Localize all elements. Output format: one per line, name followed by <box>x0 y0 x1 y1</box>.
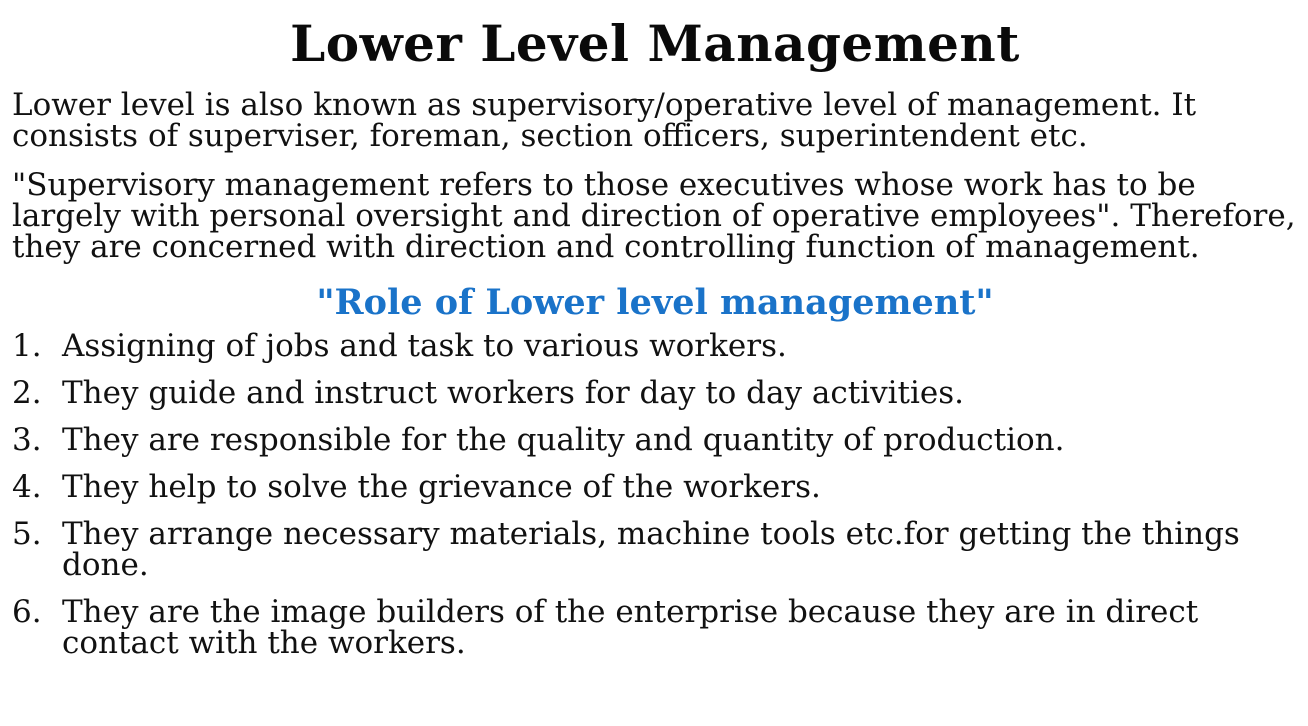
list-number: 1. <box>12 328 42 364</box>
list-item <box>12 469 1298 505</box>
list-text: They are responsible for the quality and quantity of production. <box>62 422 1065 458</box>
list-text: They guide and instruct workers for day to day activities. <box>62 375 964 411</box>
section-subtitle: "Role of Lower level management" <box>316 282 994 323</box>
list-text: They are the image builders of the enterprise because they are in direct contact with the workers. <box>62 594 1199 661</box>
definition-paragraph: "Supervisory management refers to those executives whose work has to be largely with personal oversight and direction of operative employees". Therefore, they are concerned with direction and controlling function of management. <box>12 167 1296 265</box>
list-number: 5. <box>12 516 42 552</box>
list-number: 4. <box>12 469 42 505</box>
list-item <box>12 516 1298 583</box>
page-title: Lower Level Management <box>290 14 1020 73</box>
list-text: They arrange necessary materials, machine tools etc.for getting the things done. <box>62 516 1240 583</box>
list-number: 6. <box>12 594 42 630</box>
list-item <box>12 422 1298 458</box>
list-item <box>12 375 1298 411</box>
list-text: They help to solve the grievance of the workers. <box>62 469 821 505</box>
list-number: 3. <box>12 422 42 458</box>
roles-list <box>12 328 1298 661</box>
list-text: Assigning of jobs and task to various workers. <box>62 328 787 364</box>
list-item <box>12 594 1298 661</box>
list-number: 2. <box>12 375 42 411</box>
intro-paragraph: Lower level is also known as supervisory/operative level of management. It consists of superviser, foreman, section officers, superintendent etc. <box>12 87 1197 154</box>
list-item <box>12 328 1298 364</box>
